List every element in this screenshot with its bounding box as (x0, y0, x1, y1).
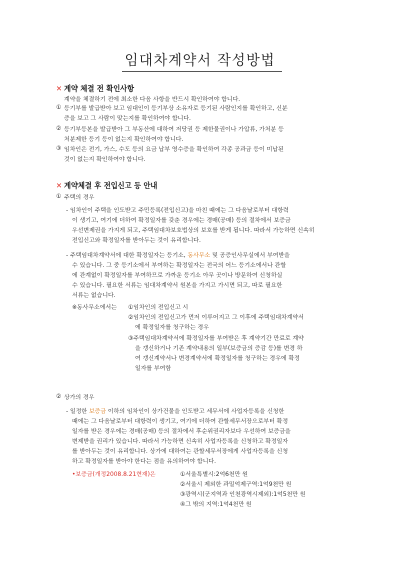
section2-heading-text: 계약체결 후 전입신고 등 안내 (64, 181, 158, 190)
p2-line2: 수 있습니다. 그 중 등기소에서 부여하는 확정일자는 전국의 어느 등기소에서나 관할 (72, 263, 287, 269)
deposit-item1: ①서울특별시:2억6천만 원 (180, 472, 248, 478)
p2-line4: 수 있습니다. 필요한 서류는 임대차계약서 원본을 가지고 가시면 되고, 따로 필요한 (72, 283, 283, 289)
p2-line1-a: - 주택임대차계약서에 대한 확정일자는 등기소, (66, 253, 188, 259)
note3-line2: 을 갱신하거나 기존 계약내용의 일부(보증금의 증감 등)를 변경 하 (135, 346, 303, 352)
x-mark-icon: ✕ (56, 84, 63, 93)
p2-line3: 에 관계없이 확정일자를 부여하므로 가까운 등기소 아무 곳이나 방문하여 신청하실 (72, 273, 283, 279)
p3-line6: 하고 확정일자를 받아야 한다는 점을 유의하여야 합니다. (72, 459, 216, 465)
sub1-number: ① (56, 194, 62, 200)
p2-line1-highlight: 동사무소 (187, 253, 211, 259)
note2-line1: ②임차인의 전입신고가 먼저 이루어지고 그 이후에 주택임대차계약서 (128, 315, 304, 321)
deposit-item4: ④그 밖의 지역:1억4천만 원 (180, 502, 252, 508)
note3-line3: 여 갱신계약서나 변경계약서에 확정일자를 청구하는 경우에 확정 (135, 356, 300, 362)
page-title: 임대차계약서 작성방법 (124, 53, 276, 69)
p3-line1-b: 이하의 임차인이 상가건물을 인도받고 세무서에 사업자등록을 신청한 (106, 409, 285, 415)
section2-heading (56, 181, 157, 191)
note3-line1: ③주택임대차계약서에 확정일자를 부여받은 후 계약기간 만료로 계약 (128, 336, 304, 342)
item1-line1: 등기부를 발급받아 보고 임대인이 등기부상 소유자로 등기된 사람인지를 확인하고, 신분 (64, 106, 288, 112)
item3-number: ③ (56, 146, 62, 152)
p2-line1-b: 및 공증인사무실에서 부여받을 (210, 253, 290, 259)
p2-line5: 서류는 없습니다. (72, 293, 116, 299)
p3-line1-highlight: 보증금 (88, 409, 107, 415)
p1-line2: 이 생기고, 여기에 더하여 확정일자를 갖춘 경우에는 경매(공매) 등의 절차에서 보증금 (72, 218, 291, 224)
x-mark-icon: ✕ (56, 181, 63, 190)
note2-line2: 에 확정일자를 청구하는 경우 (135, 325, 209, 331)
p1-line1: - 임차인이 주택을 인도받고 주민등록(전입신고)을 마친 때에는 그 다음날로부터 대항력 (66, 208, 289, 214)
note3-line4: 일자를 부여함 (135, 366, 172, 372)
p3-line1 (66, 408, 284, 417)
section1-heading-text: 계약 체결 전 확인사항 (64, 84, 135, 93)
p3-line3: 일자를 받은 경우에는 경매(공매) 등의 절차에서 후순위권리자보다 우선하여 보증금을 (72, 429, 291, 435)
deposit-label: •보증금(개정2008.8.21현재)은 (72, 472, 156, 478)
item2-line2: 처분제한 등기 등이 없는지 확인하여야 합니다. (64, 137, 184, 143)
item2-number: ② (56, 126, 62, 132)
section1-heading (56, 84, 134, 94)
item1-number: ① (56, 105, 62, 111)
sub2-title: 상가의 경우 (64, 395, 95, 401)
sub2-number: ② (56, 394, 62, 400)
item3-line2: 것이 없는지 확인하여야 합니다. (64, 157, 146, 163)
item1-line2: 증을 보고 그 사람이 맞는지를 확인하여야 합니다. (64, 116, 191, 122)
p1-line4: 전입신고와 확정일자를 받아두는 것이 유리합니다. (72, 238, 201, 244)
deposit-item3: ③광역시(군지역과 인천광역시제외):1억5천만 원 (180, 492, 306, 498)
item2-line1: 등기부등본을 발급받아 그 부동산에 대하여 저당권 등 제한물권이나 가압류, 가처분 등 (64, 127, 284, 133)
p2-line1 (66, 252, 290, 261)
sub1-title: 주택의 경우 (64, 195, 95, 201)
deposit-item2: ②서울시 제외한 과밀억제구역:1억9천만 원 (180, 482, 292, 488)
title-underline (122, 71, 282, 72)
p3-line5: 를 받아두는 것이 유리합니다. 상가에 대하여는 관할세무서장에게 사업자등록을 신청 (72, 449, 289, 455)
note-label: ※동사무소에서는 (72, 305, 117, 311)
note1: ①임차인의 전입신고 시 (128, 305, 189, 311)
p3-line4: 변제받을 권리가 있습니다. 따라서 가능하면 신속히 사업자등록을 신청하고 확정일자 (72, 439, 289, 445)
p3-line1-a: - 일정한 (66, 409, 89, 415)
p3-line2: 때에는 그 다음날로부터 대항력이 생기고, 여기에 더하여 관할세무서장으로부터 확정 (72, 419, 289, 425)
p1-line3: 우선변제권을 가지게 되고, 주택임대차보호법상의 보호를 받게 됩니다. 따라서 가능하면 신속히 (72, 228, 315, 234)
section1-intro: 계약을 체결하기 전에 최소한 다음 사항을 반드시 확인하여야 합니다. (64, 97, 241, 103)
item3-line1: 임차인은 전기, 가스, 수도 등의 요금 납부 영수증을 확인하여 각종 공과금 등이 미납된 (64, 147, 284, 153)
